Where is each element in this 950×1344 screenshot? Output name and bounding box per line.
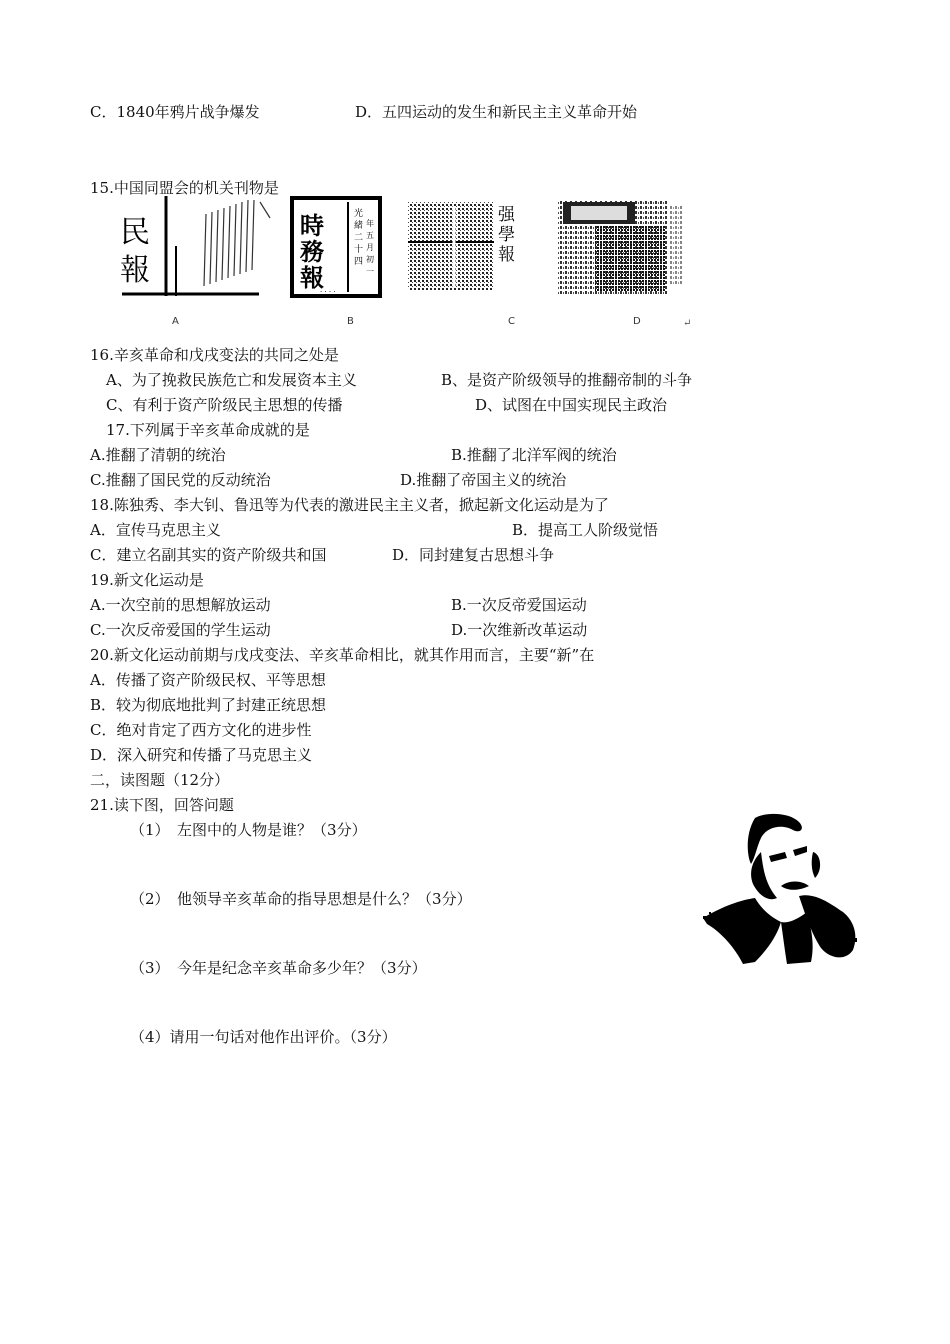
svg-text:强: 强 — [498, 205, 515, 225]
svg-text:四: 四 — [354, 257, 364, 267]
svg-text:月: 月 — [366, 243, 374, 252]
figure-label-c: C — [508, 316, 515, 327]
q20-option-c: C．绝对肯定了西方文化的进步性 — [90, 721, 312, 739]
thumb-a-title-1: 民 — [120, 215, 150, 250]
svg-text:二: 二 — [354, 233, 364, 243]
q16-option-d: D、试图在中国实现民主政治 — [475, 396, 668, 414]
q19-option-c: C.一次反帝爱国的学生运动 — [90, 621, 271, 639]
q16-option-a: A、为了挽救民族危亡和发展资本主义 — [106, 371, 357, 389]
q18-option-d: D．同封建复古思想斗争 — [392, 546, 555, 564]
q18-stem: 18.陈独秀、李大钊、鲁迅等为代表的激进民主主义者，掀起新文化运动是为了 — [90, 496, 609, 514]
q20-option-a: A．传播了资产阶级民权、平等思想 — [90, 671, 326, 689]
svg-text:· · · ·: · · · · — [320, 288, 336, 296]
q16-stem: 16.辛亥革命和戊戌变法的共同之处是 — [90, 346, 339, 364]
svg-text:年: 年 — [366, 219, 374, 228]
q17-option-c: C.推翻了国民党的反动统治 — [90, 471, 271, 489]
q20-option-d: D．深入研究和传播了马克思主义 — [90, 746, 313, 764]
q17-stem: 17.下列属于辛亥革命成就的是 — [106, 421, 310, 439]
newspaper-thumb-b — [290, 196, 384, 300]
q21-sub-4: （4）请用一句话对他作出评价。（3分） — [130, 1028, 397, 1046]
q17-option-d: D.推翻了帝国主义的统治 — [400, 471, 567, 489]
q18-option-a: A．宣传马克思主义 — [90, 521, 221, 539]
svg-text:初: 初 — [366, 255, 374, 264]
svg-text:一: 一 — [366, 267, 374, 276]
q21-stem: 21.读下图，回答问题 — [90, 796, 234, 814]
q16-option-c: C、有利于资产阶级民主思想的传播 — [106, 396, 343, 414]
figure-label-b: B — [347, 316, 354, 327]
q20-option-b: B．较为彻底地批判了封建正统思想 — [90, 696, 327, 714]
svg-text:務: 務 — [300, 237, 324, 266]
svg-text:時: 時 — [300, 211, 324, 240]
svg-text:學: 學 — [498, 225, 515, 245]
q17-option-b: B.推翻了北洋军阀的统治 — [451, 446, 617, 464]
q21-sub-1: （1） 左图中的人物是谁？（3分） — [130, 821, 367, 839]
svg-text:五: 五 — [366, 231, 374, 240]
portrait-image — [703, 812, 861, 964]
section-2-heading: 二，读图题（12分） — [90, 771, 230, 789]
q19-option-d: D.一次维新改革运动 — [451, 621, 588, 639]
q21-sub-3: （3） 今年是纪念辛亥革命多少年？（3分） — [130, 959, 427, 977]
svg-text:十: 十 — [354, 245, 364, 255]
q19-option-b: B.一次反帝爱国运动 — [451, 596, 587, 614]
figure-label-a: A — [172, 316, 179, 327]
q20-stem: 20.新文化运动前期与戊戌变法、辛亥革命相比，就其作用而言，主要“新”在 — [90, 646, 595, 664]
q19-option-a: A.一次空前的思想解放运动 — [90, 596, 271, 614]
q18-option-b: B．提高工人阶级觉悟 — [512, 521, 659, 539]
return-mark: ↵ — [683, 318, 692, 329]
q18-option-c: C．建立名副其实的资产阶级共和国 — [90, 546, 327, 564]
q16-option-b: B、是资产阶级领导的推翻帝制的斗争 — [441, 371, 693, 389]
q21-sub-2: （2） 他领导辛亥革命的指导思想是什么？（3分） — [130, 890, 472, 908]
q17-option-a: A.推翻了清朝的统治 — [90, 446, 226, 464]
q14-option-d: D．五四运动的发生和新民主主义革命开始 — [355, 103, 638, 121]
thumb-a-title-2: 報 — [120, 253, 150, 288]
newspaper-thumb-a — [114, 196, 282, 300]
q14-option-c: C．1840年鸦片战争爆发 — [90, 103, 260, 121]
svg-text:緒: 緒 — [354, 221, 364, 231]
svg-text:光: 光 — [354, 209, 364, 219]
svg-text:報: 報 — [300, 263, 324, 292]
newspaper-thumb-d — [555, 196, 687, 300]
newspaper-thumb-c — [406, 196, 524, 300]
svg-text:報: 報 — [498, 245, 515, 265]
q15-stem: 15.中国同盟会的机关刊物是 — [90, 179, 279, 197]
q19-stem: 19.新文化运动是 — [90, 571, 204, 589]
figure-label-d: D — [633, 316, 641, 327]
